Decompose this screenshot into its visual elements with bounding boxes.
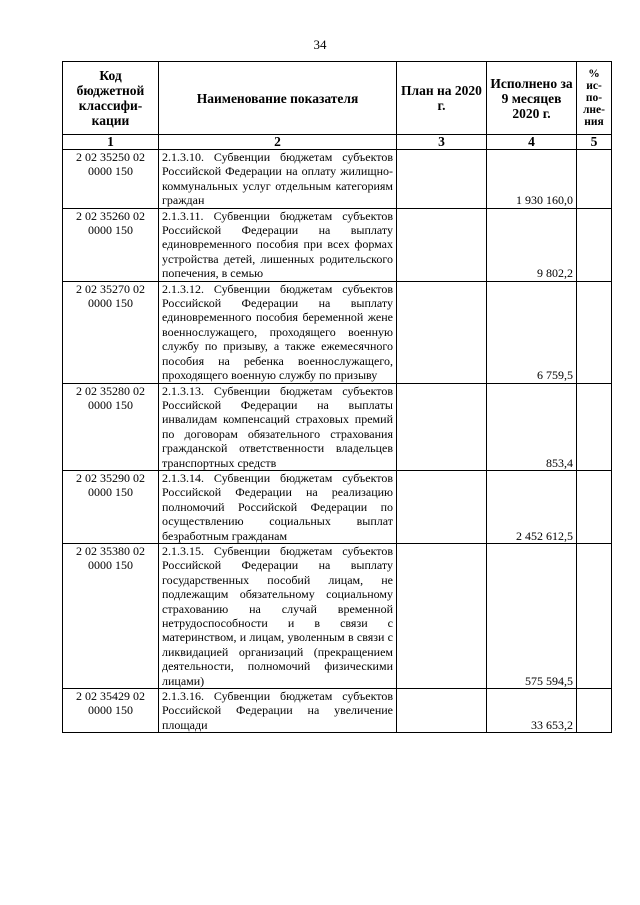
table-row xyxy=(63,150,612,209)
budget-table xyxy=(62,61,612,733)
row-percent xyxy=(577,281,612,383)
row-name: 2.1.3.13. Субвенции бюджетам субъектов Российской Федерации на выплаты инвалидам компенсаций страховых премий по договорам обязательного страхования гражданской ответственности владельцев транспортных средств xyxy=(159,383,397,470)
row-plan xyxy=(397,208,487,281)
table-header-row xyxy=(63,62,612,135)
row-code: 2 02 35429 02 0000 150 xyxy=(63,689,159,733)
row-percent xyxy=(577,470,612,543)
row-code: 2 02 35380 02 0000 150 xyxy=(63,543,159,688)
row-executed: 1 930 160,0 xyxy=(487,150,577,209)
row-plan xyxy=(397,543,487,688)
header-percent: % ис-по-лне-ния xyxy=(577,62,612,135)
row-executed: 6 759,5 xyxy=(487,281,577,383)
row-executed: 9 802,2 xyxy=(487,208,577,281)
row-name: 2.1.3.15. Субвенции бюджетам субъектов Российской Федерации на выплату государственных пособий лицам, не подлежащим обязательному социальному страхованию на случай временной нетрудоспособности и в связи с материнством, и лицам, уволенным в связи с ликвидацией организаций (прекращением деятельности, полномочий физическими лицами) xyxy=(159,543,397,688)
table-row xyxy=(63,543,612,688)
row-code: 2 02 35280 02 0000 150 xyxy=(63,383,159,470)
column-number: 4 xyxy=(487,135,577,150)
column-numbers-row xyxy=(63,135,612,150)
row-name: 2.1.3.16. Субвенции бюджетам субъектов Российской Федерации на увеличение площади xyxy=(159,689,397,733)
row-percent xyxy=(577,208,612,281)
table-row xyxy=(63,208,612,281)
row-executed: 853,4 xyxy=(487,383,577,470)
row-code: 2 02 35290 02 0000 150 xyxy=(63,470,159,543)
row-plan xyxy=(397,281,487,383)
row-percent xyxy=(577,383,612,470)
row-name: 2.1.3.11. Субвенции бюджетам субъектов Российской Федерации на выплату единовременного пособия при всех формах устройства детей, лишенных родительского попечения, в семью xyxy=(159,208,397,281)
row-name: 2.1.3.12. Субвенции бюджетам субъектов Российской Федерации на выплату единовременного пособия беременной жене военнослужащего, проходящего военную службу по призыву, а также ежемесячного пособия на ребенка военнослужащего, проходящего военную службу по призыву xyxy=(159,281,397,383)
row-plan xyxy=(397,470,487,543)
column-number: 5 xyxy=(577,135,612,150)
row-executed: 575 594,5 xyxy=(487,543,577,688)
row-percent xyxy=(577,150,612,209)
row-plan xyxy=(397,689,487,733)
row-name: 2.1.3.14. Субвенции бюджетам субъектов Российской Федерации на реализацию полномочий Российской Федерации по осуществлению социальных выплат безработным гражданам xyxy=(159,470,397,543)
column-number: 1 xyxy=(63,135,159,150)
row-name: 2.1.3.10. Субвенции бюджетам субъектов Российской Федерации на оплату жилищно-коммунальных услуг отдельным категориям граждан xyxy=(159,150,397,209)
table-row xyxy=(63,281,612,383)
header-name: Наименование показателя xyxy=(159,62,397,135)
row-executed: 2 452 612,5 xyxy=(487,470,577,543)
row-executed: 33 653,2 xyxy=(487,689,577,733)
row-percent xyxy=(577,543,612,688)
row-plan xyxy=(397,150,487,209)
row-plan xyxy=(397,383,487,470)
row-code: 2 02 35250 02 0000 150 xyxy=(63,150,159,209)
page-number: 34 xyxy=(313,37,327,52)
header-code: Код бюджетной классифи-кации xyxy=(63,62,159,135)
table-row xyxy=(63,383,612,470)
row-percent xyxy=(577,689,612,733)
row-code: 2 02 35260 02 0000 150 xyxy=(63,208,159,281)
column-number: 3 xyxy=(397,135,487,150)
row-code: 2 02 35270 02 0000 150 xyxy=(63,281,159,383)
header-executed: Исполнено за 9 месяцев 2020 г. xyxy=(487,62,577,135)
header-plan: План на 2020 г. xyxy=(397,62,487,135)
table-row xyxy=(63,470,612,543)
column-number: 2 xyxy=(159,135,397,150)
table-row xyxy=(63,689,612,733)
